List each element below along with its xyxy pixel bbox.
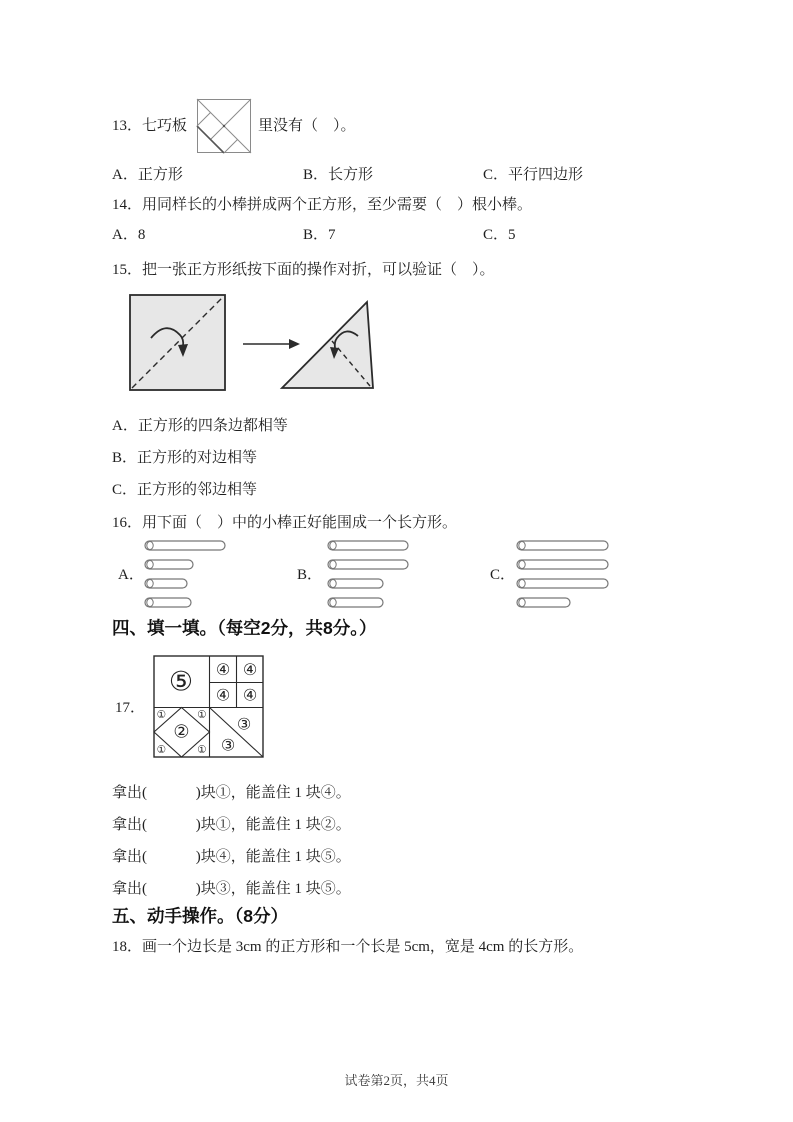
tangram-pieces-figure [153, 655, 265, 759]
piece-1-label: ① [156, 709, 167, 721]
q15-stem: 15．把一张正方形纸按下面的操作对折，可以验证（ ）。 [112, 262, 495, 278]
piece-3-label: ③ [236, 714, 252, 734]
stick-group-a [145, 541, 225, 607]
q15-option-c: C．正方形的邻边相等 [112, 482, 258, 498]
q18-stem: 18．画一个边长是 3cm 的正方形和一个长是 5cm，宽是 4cm 的长方形。 [112, 939, 584, 955]
stick [517, 541, 608, 550]
piece-1-label: ① [197, 709, 207, 721]
q17-number: 17． [115, 700, 146, 716]
q15-option-a: A．正方形的四条边都相等 [112, 418, 288, 434]
stick [328, 541, 408, 550]
section-4-title: 四、填一填。（每空2分，共8分。） [112, 618, 377, 638]
stick [328, 560, 408, 569]
piece-3-label: ③ [220, 735, 236, 755]
q13-stem-after: 里没有（ ）。 [258, 118, 356, 134]
sticks-figure [100, 536, 660, 610]
right-arrow-head [289, 339, 300, 349]
stick-group-c [517, 541, 608, 607]
piece-4-label: ④ [242, 685, 258, 705]
piece-4-label: ④ [215, 685, 231, 705]
q14-option-b: B．7 [303, 227, 336, 243]
page-footer: 试卷第2页，共4页 [344, 1073, 449, 1088]
stick [517, 579, 608, 588]
piece-4-label: ④ [242, 660, 258, 679]
piece-5-label: ⑤ [168, 666, 194, 698]
q14-option-a: A．8 [112, 227, 146, 243]
q16-group-b-label: B． [297, 567, 323, 583]
q16-group-a-label: A． [118, 567, 144, 583]
q14-stem: 14．用同样长的小棒拼成两个正方形，至少需要（ ）根小棒。 [112, 197, 533, 213]
q17-blank-line: 拿出( )块①，能盖住 1 块④。 [112, 785, 351, 801]
q13-stem-before: 13．七巧板 [112, 118, 188, 134]
tangram-figure [197, 99, 251, 153]
q17-blank-line: 拿出( )块④，能盖住 1 块⑤。 [112, 849, 351, 865]
q13-option-a: A．正方形 [112, 167, 183, 183]
q13-option-b: B．长方形 [303, 167, 374, 183]
q13-option-c: C．平行四边形 [483, 167, 584, 183]
q17-blank-line: 拿出( )块①，能盖住 1 块②。 [112, 817, 351, 833]
q17-blank-line: 拿出( )块③，能盖住 1 块⑤。 [112, 881, 351, 897]
stick [517, 560, 608, 569]
piece-1-label: ① [197, 744, 207, 756]
q16-stem: 16．用下面（ ）中的小棒正好能围成一个长方形。 [112, 515, 458, 531]
q16-group-c-label: C． [490, 567, 516, 583]
piece-1-label: ① [156, 744, 167, 756]
piece-2-label: ② [173, 721, 190, 743]
section-5-title: 五、动手操作。（8分） [112, 906, 288, 926]
fold-diagram [125, 290, 380, 395]
stick [145, 541, 225, 550]
stick [145, 579, 187, 588]
stick-group-b [328, 541, 408, 607]
q14-option-c: C．5 [483, 227, 516, 243]
piece-4-label: ④ [215, 660, 231, 679]
q15-option-b: B．正方形的对边相等 [112, 450, 258, 466]
